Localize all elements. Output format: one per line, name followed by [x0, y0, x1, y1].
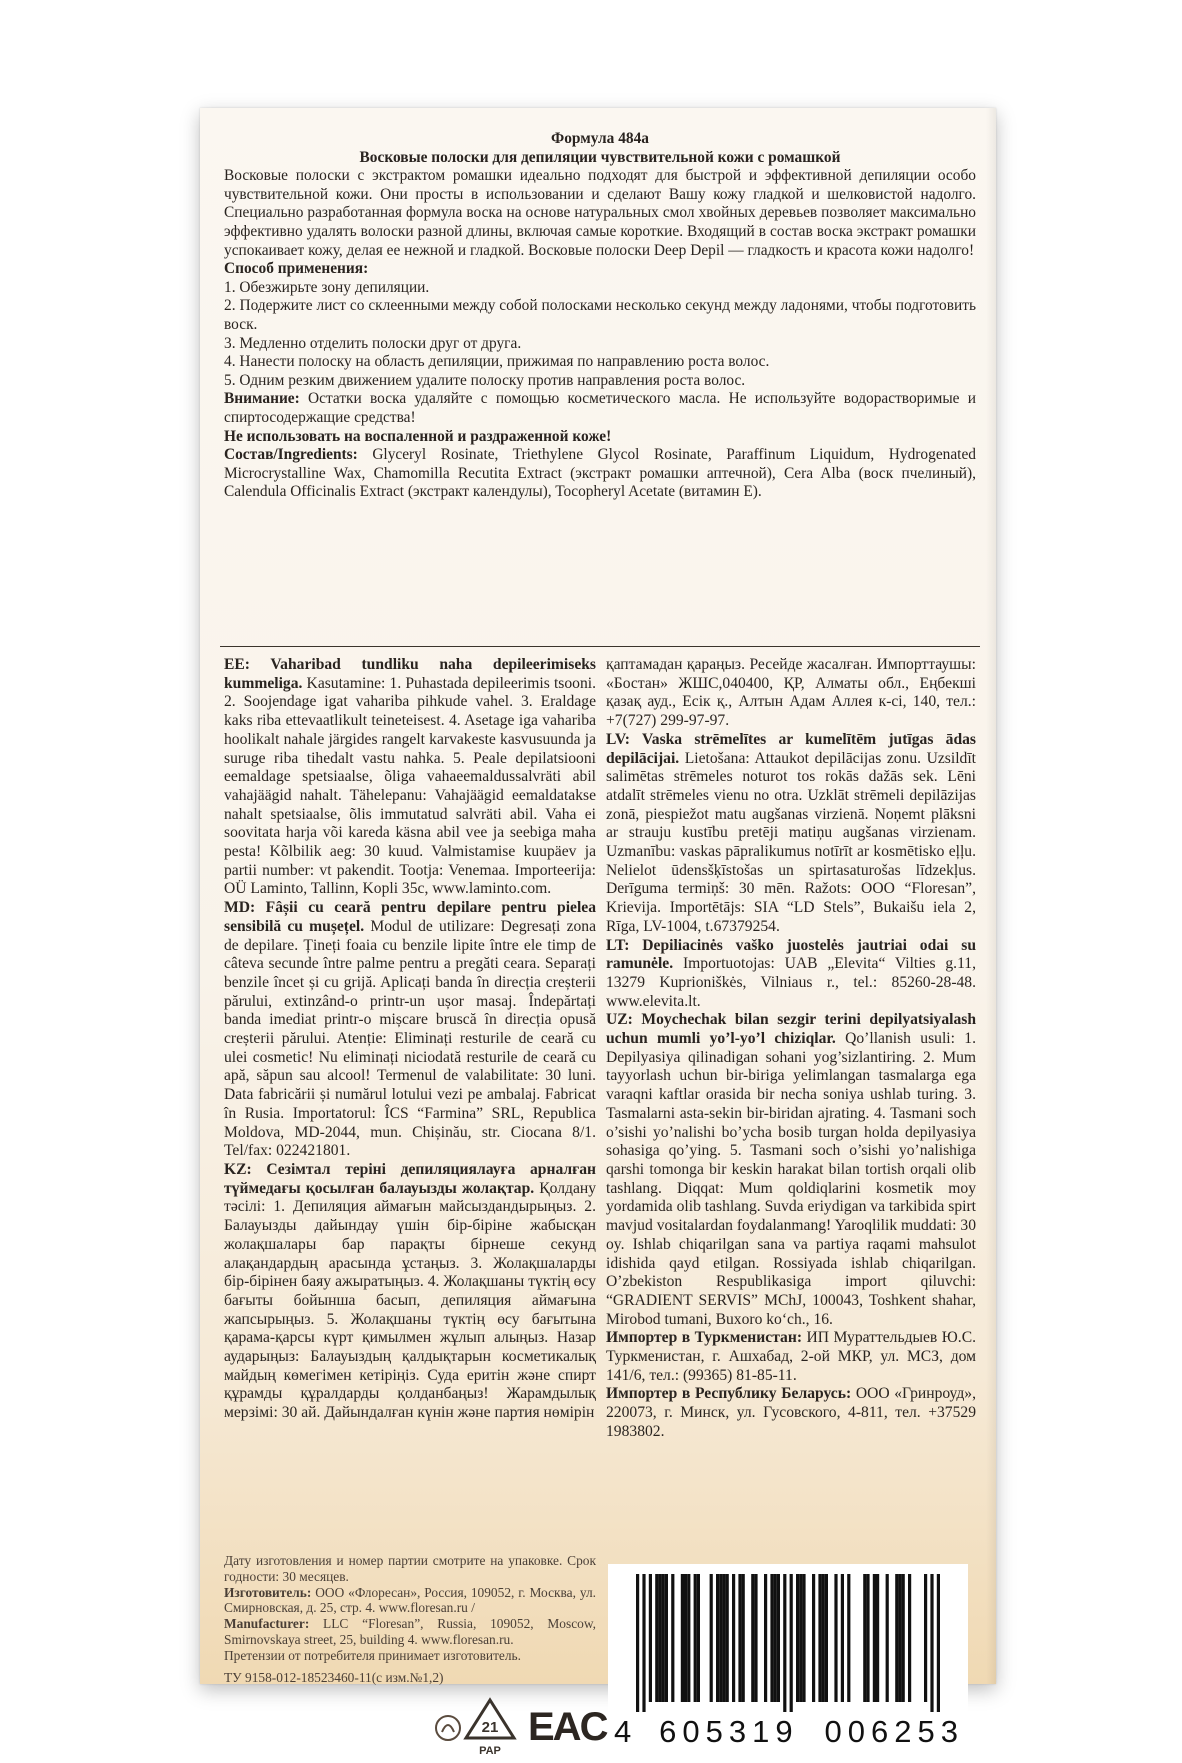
barcode-bar: [799, 1574, 802, 1702]
maker-label: Изготовитель:: [224, 1584, 312, 1600]
turkmenistan-importer: [606, 1329, 976, 1385]
ingredients-text: Glyceryl Rosinate, Triethylene Glycol Rosinate, Paraffinum Liquidum, Hydrogenated Microcrystalline Wax, Chamomilla Recutita Extract (экстракт ромашки аптечной), Cera Alba (воск пчелиный), Calendula Officinalis Extract (экстракт календулы), Tocopheryl Acetate (витамин Е).: [224, 446, 976, 501]
barcode-bar: [732, 1574, 735, 1702]
barcode-guard-bar: [783, 1574, 786, 1712]
barcode-bar: [841, 1574, 844, 1702]
barcode-bar: [662, 1574, 665, 1702]
uzbek-heading: UZ: Moychechak bilan sezgir terini depilyatsiyalash uchun mumli yo’l-yo’l chiziqlar.: [606, 1011, 976, 1048]
step-1: 1. Обезжирьте зону депиляции.: [224, 278, 430, 296]
method-heading: Способ применения:: [224, 260, 369, 278]
barcode-number: [614, 1714, 964, 1750]
step-5: 5. Одним резким движением удалите полоску против направления роста волос.: [224, 371, 746, 389]
barcode-bar: [751, 1574, 754, 1702]
barcode-bar: [726, 1574, 729, 1702]
latvian-text: Lietošana: Attaukot depilācijas zonu. Uzsildīt salimētas strēmeles noturot tos rokās dažās sek. Lēni atdalīt strēmeles vienu no otra. Uzklāt strēmeli depilāzijas zonā, piespiežot matu augšanas virzienā. Noņemt plāksni ar strauju kustību pretēji matiņu augšanas virzienam. Uzmanību: vaskas pāpralikumus notīrīt ar kosmētisko eļļu. Nelielot ūdensšķīstošas un spirtasaturošas līdzekļus. Derīguma termiņš: 30 mēn. Ražots: OOO “Floresan”, Krievija. Importētājs: SIA “LD Stels”, Bukaišu iela 2, Rīga, LV-1004, t.67379254.: [606, 749, 976, 935]
barcode-bar: [671, 1574, 674, 1702]
tu-code: ТУ 9158-012-18523460-11(с изм.№1,2): [224, 1669, 444, 1685]
barcode-guard-bar: [636, 1574, 639, 1712]
barcode-bar: [802, 1574, 805, 1702]
warning-paragraph: [224, 390, 976, 427]
left-column: [224, 656, 596, 1423]
barcode-bar: [847, 1574, 850, 1702]
certification-marks: [432, 1688, 607, 1758]
ingredients-label: Состав/Ingredients:: [224, 446, 358, 464]
barcode-bar: [697, 1574, 700, 1702]
latvian-heading: LV: Vaska strēmelītes ar kumelītēm jutīgas ādas depilācijai.: [606, 730, 976, 767]
moldovan-heading: MD: Fâșii cu ceară pentru depilare pentru pielea sensibilă cu mușețel.: [224, 899, 596, 935]
kazakh-heading: KZ: Сезімтал теріні депиляциялауға арналған түймедағы қосылған балауызды жолақтар.: [224, 1160, 596, 1197]
estonian-heading: EE: Vaharibad tundliku naha depileerimiseks kummeliga.: [224, 656, 596, 692]
maker-line: [224, 1585, 596, 1617]
barcode-guard-bar: [930, 1574, 933, 1712]
kazakh-continued: қаптамадан қараңыз. Ресейде жасалған. Импорттаушы: «Бостан» ЖШС,040400, ҚР, Алматы обл., Еңбекші қазақ ауд., Есік қ., Алтын Адам Аллея к-сі, 140, тел.: +7(727) 299-97-97.: [606, 656, 976, 730]
kazakh-text: Қолдану тәсілі: 1. Депиляция аймағын майсыздандырыңыз. 2. Балауызды дайындау үшін бір-біріне жабысқан жолақшалары бар парақты бірнеше секунд алақандардың арасында ұстаңыз. 3. Жолақшаларды бір-бірінен баяу ажыратыңыз. 4. Жолақшаны түктің өсу бағыты бойынша басып, депиляция аймағына жапсырыңыз. 5. Жолақшаны түктің өсу бағытына қарама-қарсы күрт қимылмен жұлып алыңыз. Назар аударыңыз: Балауыздың қалдықтарын косметикалық майдың көмегімен кетіріңіз. Суда еритін және спирт құрамды құралдарды қолданбаңыз! Жарамдылық мерзімі: 30 ай. Дайындалған күнін және партия нөмірін: [224, 1179, 597, 1422]
lithuanian-heading: LT: Depiliacinės vaško juostelės jautriai odai su ramunėle.: [606, 936, 976, 973]
barcode-right-group: 006253: [824, 1714, 964, 1749]
barcode-bar: [908, 1574, 911, 1702]
barcode-first-digit: 4: [614, 1714, 634, 1749]
barcode-bar: [812, 1574, 815, 1702]
warning-label: Внимание:: [224, 390, 300, 408]
moldovan-section: [224, 899, 596, 1161]
barcode: [608, 1564, 968, 1754]
belarus-heading: Импортер в Республику Беларусь:: [606, 1385, 852, 1403]
barcode-bar: [742, 1574, 745, 1702]
barcode-bar: [825, 1574, 828, 1702]
barcode-bar: [924, 1574, 927, 1702]
kazakh-section: [224, 1161, 596, 1423]
product-title: Восковые полоски для депиляции чувствительной кожи с ромашкой: [359, 148, 841, 166]
step-2: 2. Подержите лист со склеенными между собой полосками несколько секунд между ладонями, чтобы подготовить воск.: [224, 297, 976, 333]
barcode-bar: [834, 1574, 837, 1702]
uzbek-section: [606, 1011, 976, 1329]
step-3: 3. Медленно отделить полоски друг от друга.: [224, 334, 522, 352]
ingredients-paragraph: [224, 446, 976, 502]
recycle-number: 21: [481, 1719, 499, 1736]
barcode-bar: [719, 1574, 722, 1702]
maker-text: ООО «Флоресан», Россия, 109052, г. Москва, ул. Смирновская, д. 25, стр. 4. www.floresan.ru /: [224, 1584, 596, 1616]
package-back: [200, 108, 996, 1757]
barcode-bar: [822, 1574, 825, 1702]
barcode-bar: [754, 1574, 757, 1702]
no-use-warning: Не использовать на воспаленной и раздраженной коже!: [224, 427, 612, 445]
barcode-guard-bar: [790, 1574, 793, 1712]
section-divider: [220, 646, 980, 647]
barcode-bar: [658, 1574, 661, 1702]
latvian-section: [606, 731, 976, 937]
barcode-bar: [774, 1574, 777, 1702]
lithuanian-section: [606, 937, 976, 1012]
batch-note: Дату изготовления и номер партии смотрите на упаковке. Срок годности: 30 месяцев.: [224, 1553, 596, 1584]
barcode-bar: [738, 1574, 741, 1702]
claims-note: Претензии от потребителя принимает изготовитель.: [224, 1647, 522, 1663]
barcode-bar: [655, 1574, 658, 1702]
barcode-bar: [876, 1574, 879, 1702]
barcode-bar: [898, 1574, 901, 1702]
warning-text: Остатки воска удаляйте с помощью косметического масла. Не используйте водорастворимые и спиртосодержащие средства!: [224, 390, 976, 426]
barcode-guard-bar: [642, 1574, 645, 1712]
barcode-bar: [777, 1574, 780, 1702]
barcode-bar: [873, 1574, 876, 1702]
barcode-bar: [764, 1574, 767, 1702]
barcode-bar: [710, 1574, 713, 1702]
uzbek-text: Qo’llanish usuli: 1. Depilyasiya qilinadigan sohani yog’sizlantiring. 2. Mum tayyorlash uchun bir-biriga yelimlangan tasmalarga ega varaqni kaftlar orasida bir necha soniya ushlab turing. 3. Tasmalarni asta-sekin bir-biridan ajrating. 4. Tasmani soch o’sishi yo’nalishi bo’ycha bosib turgan holda depilyasiya sohasiga qo’ying. 5. Tasmani soch o’sishi yo’nalishiga qarshi tomonga bir keskin harakat bilan tortish orqali olib tashlang. Diqqat: Mum qoldiqlarini kosmetik moy yordamida olib tashlang. Suvda eriydigan va tarkibida spirt mavjud vositalardan foydalanmang! Yaroqlilik muddati: 30 oy. Ishlab chiqarilgan sana va partiya raqami mahsulot idishida qayd etilgan. Rossiyada ishlab chiqarilgan. O’zbekiston Respublikasiga import qiluvchi: “GRADIENT SERVIS” MChJ, 100043, Toshkent shahar, Mirobod tumani, Buxoro ko‘ch., 16.: [606, 1030, 976, 1328]
turkmenistan-text: ИП Мураттельдыев Ю.С. Туркменистан, г. Ашхабад, 2-ой МКР, ул. МСЗ, дом 141/6, тел.: (99365) 81-85-11.: [606, 1329, 976, 1384]
barcode-bar: [716, 1574, 719, 1702]
estonian-section: [224, 656, 596, 899]
manufacturer-label: Manufacturer:: [224, 1616, 310, 1632]
barcode-bar: [681, 1574, 684, 1702]
formula-number: Формула 484а: [551, 130, 649, 147]
manufacturer-info: [224, 1553, 596, 1685]
barcode-bar: [687, 1574, 690, 1702]
lithuanian-text: Importuotojas: UAB „Elevita“ Vilties g.11, 13279 Kuprioniškės, Vilniaus r., tel.: 85260-28-48. www.elevita.lt.: [606, 955, 976, 1010]
barcode-bar: [796, 1574, 799, 1702]
barcode-bar: [866, 1574, 869, 1702]
right-column: [606, 656, 976, 1442]
eac-mark-icon: EAC: [528, 1705, 607, 1749]
barcode-bar: [886, 1574, 889, 1702]
barcode-bar: [722, 1574, 725, 1702]
barcode-bar: [665, 1574, 668, 1702]
barcode-bar: [694, 1574, 697, 1702]
barcode-bar: [818, 1574, 821, 1702]
barcode-left-group: 605319: [659, 1714, 799, 1749]
russian-description: [224, 130, 976, 502]
barcode-bar: [895, 1574, 898, 1702]
turkmenistan-heading: Импортер в Туркменистан:: [606, 1329, 803, 1347]
barcode-bar: [649, 1574, 652, 1702]
belarus-importer: [606, 1385, 976, 1441]
barcode-bar: [684, 1574, 687, 1702]
barcode-bar: [863, 1574, 866, 1702]
estonian-text: Kasutamine: 1. Puhastada depileerimis tsooni. 2. Soojendage igat vahariba pihkude vahel. 3. Eraldage kaks riba ettevaatlikult teineteisest. 4. Asetage iga vahariba hoolikalt nahale järgides rangelt karvakeste kasvusuunda ja suruge riba tihedalt vastu nahka. 5. Peale depilatsiooni eemaldage spetsiaalse, õliga vahaeemaldussalvräti abil vahajäägid nahalt. Tähelepanu: Vahajäägid eemaldatakse nahalt spetsiaalse, õlis immutatud salvräti abil. Vaha ei soovitata harja või kareda käsna abil vee ja seebiga maha pesta! Kõlbilik aeg: 30 kuud. Valmistamise kuupäev ja partii number: vt pakendit. Tootja: Venemaa. Importeerija: OÜ Laminto, Tallinn, Kopli 35c, www.laminto.com.: [224, 674, 596, 898]
manufacturer-text: LLC “Floresan”, Russia, 109052, Moscow, Smirnovskaya street, 25, building 4. www.floresan.ru.: [224, 1616, 596, 1647]
manufacturer-line: [224, 1616, 596, 1648]
recycle-code: PAP: [479, 1745, 501, 1757]
step-4: 4. Нанести полоску на область депиляции, прижимая по направлению роста волос.: [224, 353, 770, 371]
belarus-text: ООО «Гринроуд», 220073, г. Минск, ул. Гусовского, 4-811, тел. +37529 1983802.: [606, 1385, 977, 1440]
intro-text: Восковые полоски с экстрактом ромашки идеально подходят для быстрой и эффективной депиляции особо чувствительной кожи. Они просты в использовании и сделают Вашу кожу гладкой и шелковистой надолго. Специально разработанная формула воска на основе натуральных смол хвойных деревьев позволяет максимально эффективно удалять волоски разной длины, включая самые короткие. Входящий в состав воска экстракт ромашки успокаивает кожу, делая ее нежной и гладкой. Восковые полоски Deep Depil — гладкость и красота кожи надолго!: [224, 167, 976, 259]
barcode-guard-bar: [937, 1574, 940, 1712]
hand-wash-icon: [436, 1716, 460, 1740]
barcode-bar: [902, 1574, 905, 1702]
barcode-bar: [770, 1574, 773, 1702]
barcode-bars: [622, 1574, 952, 1712]
moldovan-text: Modul de utilizare: Degresați zona de depilare. Țineți foaia cu benzile lipite între ele timp de câteva secunde între palme pentru a pregăti ceara. Separați benzile încet și cu grijă. Aplicați banda în direcția creșterii părului, extinzând-o printr-un ușor masaj. Îndepărtați banda imediat printr-o mișcare bruscă în direcția opusă creșterii părului. Atenție: Eliminați resturile de ceară cu ulei cosmetic! Nu eliminați niciodată resturile de ceară cu apă, săpun sau alcool! Termenul de valabilitate: 30 luni. Data fabricării și numărul lotului vezi pe ambalaj. Fabricat în Rusia. Importatorul: ÎCS “Farmina” SRL, Republica Moldova, MD-2044, mun. Chișinău, str. Ciocana 8/1. Tel/fax: 022421801.: [224, 917, 596, 1160]
